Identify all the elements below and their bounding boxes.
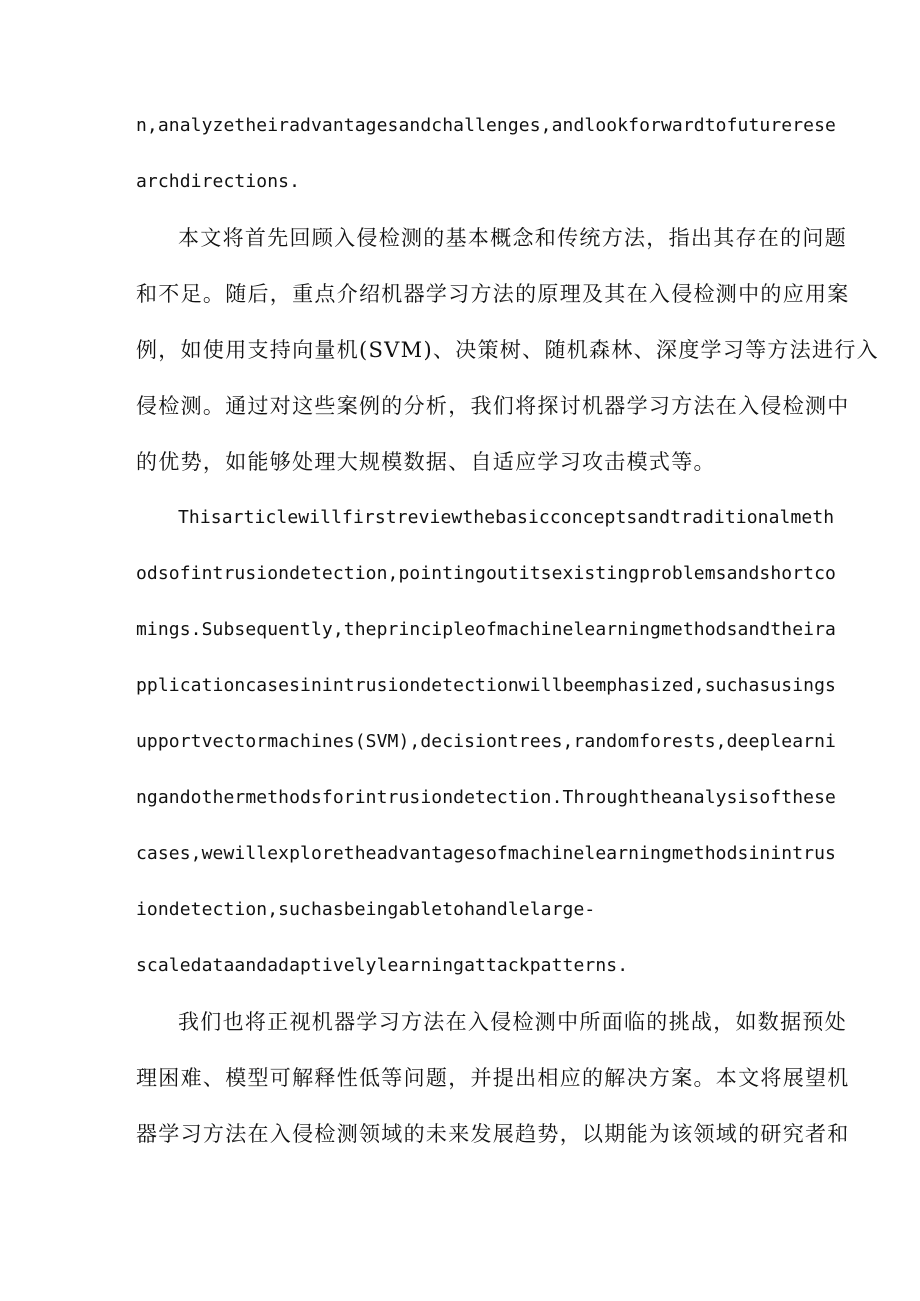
paragraph-line: 和不足。随后，重点介绍机器学习方法的原理及其在入侵检测中的应用案 xyxy=(136,282,850,306)
paragraph-line: 器学习方法在入侵检测领域的未来发展趋势，以期能为该领域的研究者和 xyxy=(136,1122,850,1146)
paragraph-line: 我们也将正视机器学习方法在入侵检测中所面临的挑战，如数据预处 xyxy=(178,1010,847,1034)
paragraph-line: Thisarticlewillfirstreviewthebasicconceptsandtraditionalmeth xyxy=(178,507,835,528)
paragraph-line: odsofintrusiondetection,pointingoutitsexistingproblemsandshortco xyxy=(136,563,836,584)
paragraph-line: archdirections. xyxy=(136,171,301,192)
paragraph-line: upportvectormachines(SVM),decisiontrees,randomforests,deeplearni xyxy=(136,731,836,752)
paragraph-line: 的优势，如能够处理大规模数据、自适应学习攻击模式等。 xyxy=(136,450,716,474)
paragraph-line: 本文将首先回顾入侵检测的基本概念和传统方法，指出其存在的问题 xyxy=(178,226,847,250)
paragraph-line: pplicationcasesinintrusiondetectionwillbeemphasized,suchasusings xyxy=(136,675,836,696)
paragraph-line: cases,wewillexploretheadvantagesofmachinelearningmethodsinintrus xyxy=(136,843,836,864)
paragraph-line: mings.Subsequently,theprincipleofmachinelearningmethodsandtheira xyxy=(136,619,836,640)
paragraph-line: 例，如使用支持向量机(SVM)、决策树、随机森林、深度学习等方法进行入 xyxy=(136,338,879,362)
paragraph-line: n,analyzetheiradvantagesandchallenges,andlookforwardtofuturerese xyxy=(136,115,836,136)
paragraph-line: ngandothermethodsforintrusiondetection.Throughtheanalysisofthese xyxy=(136,787,836,808)
paragraph-line: 理困难、模型可解释性低等问题，并提出相应的解决方案。本文将展望机 xyxy=(136,1066,850,1090)
paragraph-line: iondetection,suchasbeingabletohandlelarge- xyxy=(136,899,596,920)
paragraph-line: scaledataandadaptivelylearningattackpatterns. xyxy=(136,955,629,976)
paragraph-line: 侵检测。通过对这些案例的分析，我们将探讨机器学习方法在入侵检测中 xyxy=(136,394,850,418)
